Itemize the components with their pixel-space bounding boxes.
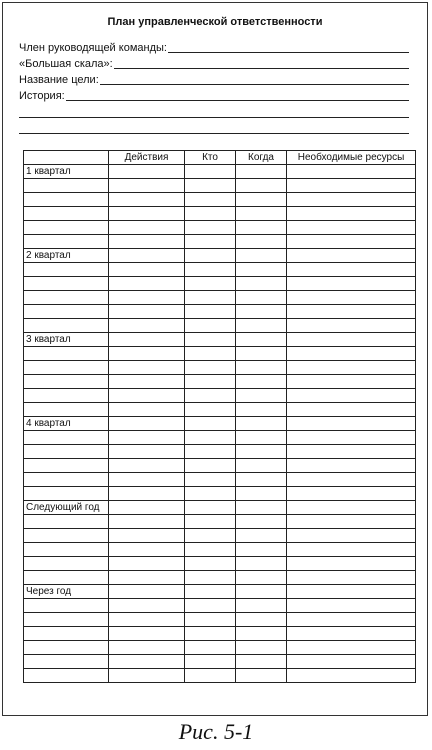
table-row [24,641,416,655]
section-label: 4 квартал [24,417,109,431]
section-label: 1 квартал [24,165,109,179]
column-header: Необходимые ресурсы [287,151,416,165]
table-cell [24,445,109,459]
table-cell [109,389,185,403]
section-label: Через год [24,585,109,599]
table-row [24,389,416,403]
table-cell [287,179,416,193]
table-cell [185,571,236,585]
table-cell [109,403,185,417]
table-cell [109,221,185,235]
table-cell [185,249,236,263]
table-cell [236,207,287,221]
table-cell [109,557,185,571]
table-cell [24,655,109,669]
table-cell [109,319,185,333]
table-cell [287,641,416,655]
table-row [24,571,416,585]
table-cell [185,305,236,319]
table-cell [109,179,185,193]
section-row [24,333,416,347]
table-cell [185,361,236,375]
table-cell [236,571,287,585]
big-rock-field [19,56,409,70]
table-cell [24,487,109,501]
table-cell [236,557,287,571]
table-cell [109,543,185,557]
table-row [24,459,416,473]
table-cell [236,473,287,487]
table-cell [109,487,185,501]
table-cell [287,291,416,305]
table-cell [24,473,109,487]
table-cell [287,403,416,417]
table-cell [24,669,109,683]
table-cell [185,529,236,543]
table-cell [287,263,416,277]
table-cell [24,179,109,193]
table-cell [109,249,185,263]
table-cell [24,571,109,585]
section-label: 2 квартал [24,249,109,263]
table-cell [236,613,287,627]
table-cell [109,417,185,431]
table-cell [109,459,185,473]
table-cell [109,501,185,515]
table-cell [185,333,236,347]
table-row [24,235,416,249]
table-cell [287,389,416,403]
table-cell [109,333,185,347]
table-cell [109,277,185,291]
table-cell [287,627,416,641]
table-cell [109,347,185,361]
table-cell [236,585,287,599]
table-cell [236,445,287,459]
table-cell [287,305,416,319]
table-cell [236,459,287,473]
table-cell [287,487,416,501]
plan-table [23,150,416,683]
section-label: Следующий год [24,501,109,515]
table-cell [109,613,185,627]
table-cell [236,263,287,277]
table-cell [185,473,236,487]
table-cell [185,193,236,207]
table-row [24,515,416,529]
table-cell [287,361,416,375]
table-cell [185,599,236,613]
table-cell [24,557,109,571]
table-cell [287,235,416,249]
table-cell [287,417,416,431]
table-cell [109,431,185,445]
table-cell [24,277,109,291]
table-cell [24,613,109,627]
table-cell [287,375,416,389]
table-row [24,543,416,557]
table-cell [185,179,236,193]
table-cell [236,249,287,263]
table-cell [236,333,287,347]
table-row [24,557,416,571]
table-cell [109,585,185,599]
table-cell [185,389,236,403]
table-cell [287,543,416,557]
table-row [24,179,416,193]
section-row [24,585,416,599]
table-cell [24,389,109,403]
table-cell [24,263,109,277]
table-cell [185,487,236,501]
table-cell [109,375,185,389]
table-cell [236,179,287,193]
section-label: 3 квартал [24,333,109,347]
table-row [24,431,416,445]
table-cell [24,459,109,473]
table-cell [185,543,236,557]
table-row [24,347,416,361]
column-header: Когда [236,151,287,165]
table-cell [236,277,287,291]
form-title: План управленческой ответственности [107,16,323,28]
table-cell [185,459,236,473]
table-cell [287,207,416,221]
table-cell [236,221,287,235]
table-cell [24,319,109,333]
table-cell [236,655,287,669]
table-cell [287,431,416,445]
table-cell [109,599,185,613]
table-cell [287,669,416,683]
table-cell [109,445,185,459]
table-row [24,207,416,221]
form-page [2,2,428,716]
table-cell [109,361,185,375]
table-cell [185,221,236,235]
table-cell [24,515,109,529]
column-header [24,151,109,165]
table-cell [109,571,185,585]
table-cell [185,585,236,599]
table-row [24,403,416,417]
table-row [24,445,416,459]
table-cell [185,403,236,417]
table-cell [236,599,287,613]
table-cell [287,473,416,487]
table-cell [185,627,236,641]
table-cell [236,193,287,207]
table-cell [24,361,109,375]
table-cell [109,627,185,641]
column-header: Действия [109,151,185,165]
table-cell [287,277,416,291]
table-cell [24,235,109,249]
table-cell [236,669,287,683]
table-cell [236,501,287,515]
table-cell [24,193,109,207]
figure-caption: Рис. 5-1 [178,719,254,744]
history-blank-line [19,133,409,134]
table-cell [287,571,416,585]
table-row [24,277,416,291]
table-row [24,319,416,333]
table-cell [287,221,416,235]
table-cell [109,235,185,249]
table-cell [236,375,287,389]
table-header-row [24,151,416,165]
goal-name-field [19,72,409,86]
table-cell [236,347,287,361]
table-cell [185,641,236,655]
table-row [24,599,416,613]
table-row [24,627,416,641]
table-cell [109,473,185,487]
table-cell [236,529,287,543]
table-cell [24,599,109,613]
table-cell [185,207,236,221]
table-cell [287,501,416,515]
table-cell [236,235,287,249]
table-cell [236,487,287,501]
table-cell [109,641,185,655]
table-cell [109,655,185,669]
table-cell [24,221,109,235]
table-cell [24,403,109,417]
table-cell [287,459,416,473]
table-cell [236,543,287,557]
table-cell [236,305,287,319]
table-cell [185,655,236,669]
table-cell [185,277,236,291]
table-cell [236,431,287,445]
table-cell [287,249,416,263]
table-cell [185,515,236,529]
table-cell [185,291,236,305]
column-header: Кто [185,151,236,165]
table-row [24,487,416,501]
table-cell [236,641,287,655]
table-cell [236,361,287,375]
table-cell [109,193,185,207]
table-cell [109,515,185,529]
table-row [24,473,416,487]
table-cell [287,557,416,571]
table-cell [185,347,236,361]
table-cell [185,501,236,515]
section-row [24,417,416,431]
big-rock-line [114,68,409,69]
table-cell [236,291,287,305]
table-cell [185,431,236,445]
table-row [24,375,416,389]
table-cell [287,599,416,613]
table-row [24,529,416,543]
table-cell [287,165,416,179]
table-cell [287,515,416,529]
table-cell [185,445,236,459]
table-cell [185,235,236,249]
table-cell [24,375,109,389]
table-cell [287,613,416,627]
section-row [24,165,416,179]
table-row [24,305,416,319]
table-cell [185,669,236,683]
team-member-field [19,40,409,54]
table-cell [287,347,416,361]
table-cell [236,319,287,333]
table-cell [236,165,287,179]
table-cell [185,375,236,389]
table-cell [24,305,109,319]
table-cell [287,193,416,207]
table-cell [236,627,287,641]
table-row [24,613,416,627]
table-cell [109,165,185,179]
table-cell [109,305,185,319]
plan-table-body [24,165,416,683]
table-cell [287,655,416,669]
table-row [24,655,416,669]
table-cell [185,319,236,333]
table-cell [24,641,109,655]
table-cell [24,627,109,641]
team-member-label: Член руководящей команды: [19,42,167,54]
history-label: История: [19,90,65,102]
table-cell [185,417,236,431]
table-cell [287,585,416,599]
table-row [24,221,416,235]
table-row [24,291,416,305]
table-cell [236,389,287,403]
table-cell [109,291,185,305]
table-cell [287,333,416,347]
table-cell [109,669,185,683]
history-blank-line [19,117,409,118]
table-cell [24,431,109,445]
table-cell [236,403,287,417]
table-cell [185,613,236,627]
table-cell [287,445,416,459]
table-cell [185,263,236,277]
table-cell [185,557,236,571]
team-member-line [168,52,409,53]
table-cell [24,207,109,221]
table-cell [109,263,185,277]
table-cell [24,347,109,361]
table-cell [24,543,109,557]
goal-name-line [100,84,409,85]
section-row [24,501,416,515]
table-row [24,193,416,207]
table-cell [24,291,109,305]
table-cell [287,319,416,333]
table-cell [24,529,109,543]
table-cell [236,515,287,529]
table-row [24,263,416,277]
table-cell [185,165,236,179]
table-cell [109,207,185,221]
goal-name-label: Название цели: [19,74,99,86]
big-rock-label: «Большая скала»: [19,58,113,70]
history-line [66,100,409,101]
table-row [24,361,416,375]
table-cell [236,417,287,431]
table-row [24,669,416,683]
table-cell [287,529,416,543]
history-field [19,88,409,102]
section-row [24,249,416,263]
table-cell [109,529,185,543]
